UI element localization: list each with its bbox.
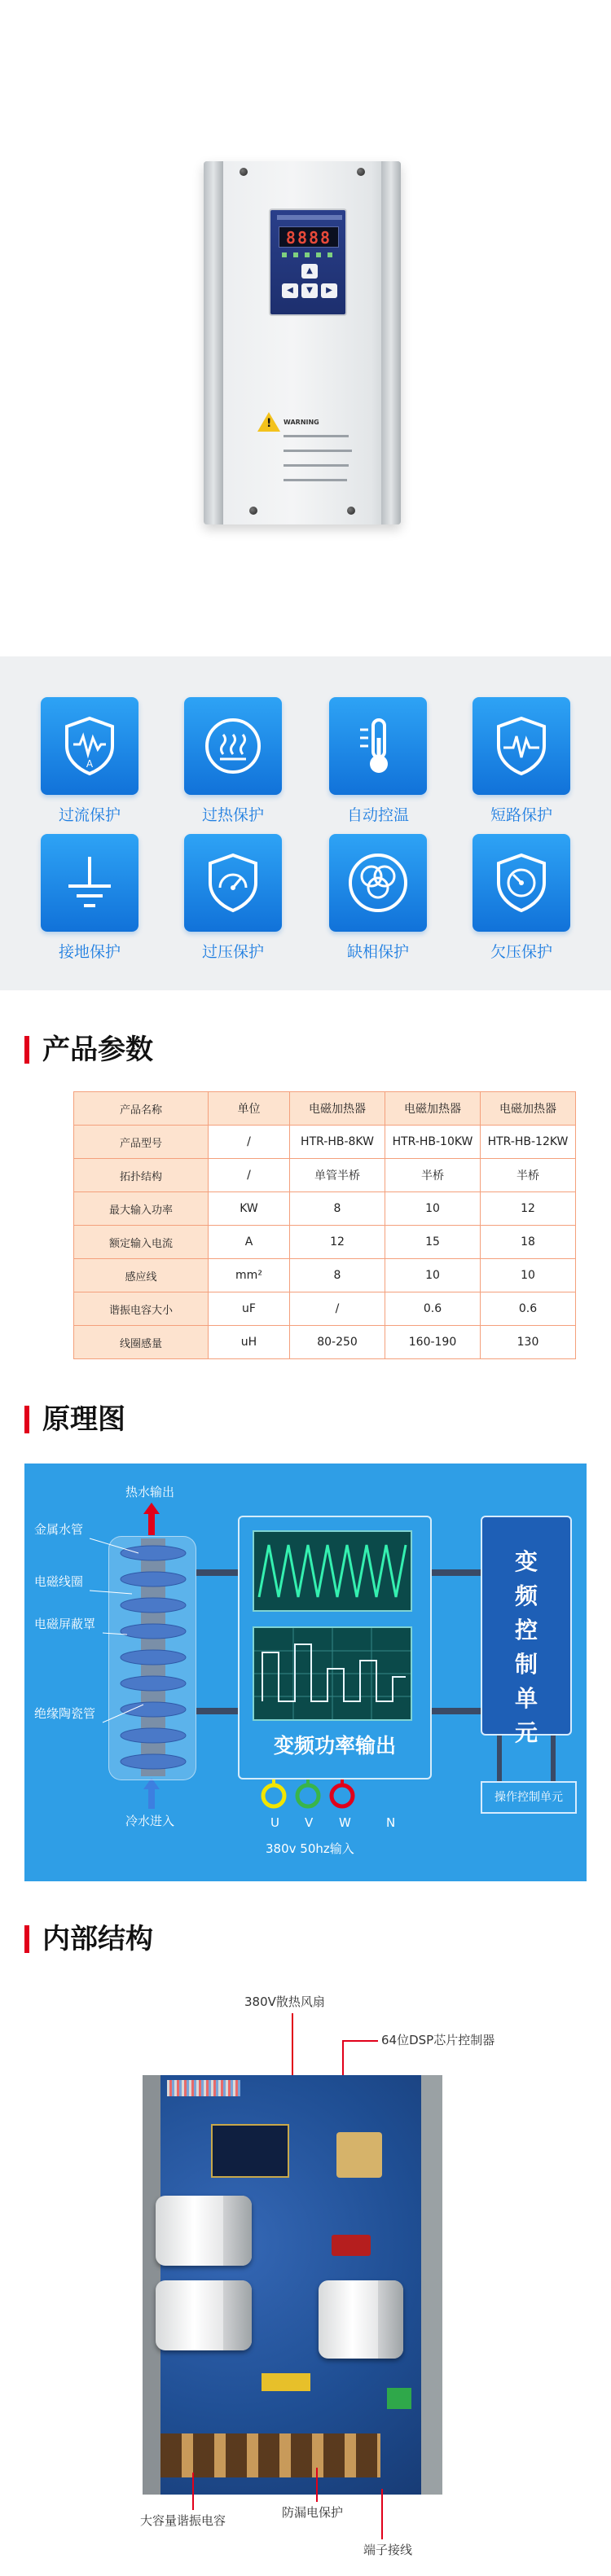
table-row [74, 1126, 576, 1159]
pulse-waveform-icon [254, 1628, 411, 1719]
cabinet-left-rail [204, 161, 223, 524]
table-cell: 额定输入电流 [74, 1226, 209, 1259]
principle-title: 原理图 [42, 1403, 125, 1436]
screw-icon [357, 168, 365, 176]
gauge-icon [489, 850, 554, 915]
table-cell: mm² [209, 1259, 290, 1292]
feature-label: 欠压保护 [490, 943, 552, 961]
metal-pipe-label: 金属水管 [34, 1522, 84, 1537]
table-cell: 12 [290, 1226, 385, 1259]
feature-label: 缺相保护 [346, 943, 409, 961]
transformer [336, 2132, 382, 2178]
table-cell: / [290, 1292, 385, 1326]
up-key-icon: ▲ [301, 264, 318, 279]
table-row [74, 1259, 576, 1292]
svg-text:A: A [86, 758, 94, 770]
product-hero [0, 0, 611, 656]
table-cell: 感应线 [74, 1259, 209, 1292]
table-cell: / [209, 1159, 290, 1192]
phase-u-label: U [270, 1815, 279, 1830]
table-cell: 最大输入功率 [74, 1192, 209, 1226]
ground-icon [57, 850, 122, 915]
table-cell: 单管半桥 [290, 1159, 385, 1192]
protection-features [0, 656, 611, 990]
table-cell: 谐振电容大小 [74, 1292, 209, 1326]
control-unit-box [481, 1516, 572, 1746]
control-panel [269, 208, 347, 316]
table-header-cell: 电磁加热器 [290, 1092, 385, 1126]
table-cell: 线圈感量 [74, 1326, 209, 1359]
feature-overvoltage [182, 834, 284, 962]
table-cell: HTR-HB-10KW [385, 1126, 481, 1159]
principle-diagram [24, 1464, 587, 1881]
ceramic-pipe-label: 绝缘陶瓷管 [34, 1706, 96, 1721]
params-table [73, 1091, 576, 1359]
control-unit-label: 变频控制单元 [514, 1548, 538, 1746]
screw-icon [240, 168, 248, 176]
oscilloscope-sine [253, 1530, 412, 1612]
warning-triangle-icon: ! [257, 412, 280, 432]
table-cell: 15 [385, 1226, 481, 1259]
table-cell: 18 [481, 1226, 576, 1259]
feature-grounding [39, 834, 140, 962]
heat-waves-icon [200, 713, 266, 779]
table-cell: uH [209, 1326, 290, 1359]
right-key-icon: ▶ [321, 283, 337, 298]
table-cell: 8 [290, 1259, 385, 1292]
warning-title: WARNING [284, 419, 319, 426]
table-cell: 10 [385, 1192, 481, 1226]
table-cell: 160-190 [385, 1326, 481, 1359]
leakage-protection-module [387, 2388, 411, 2409]
table-cell: / [209, 1126, 290, 1159]
params-title: 产品参数 [42, 1033, 153, 1066]
panel-leds [282, 252, 337, 257]
product-cabinet-image [204, 161, 401, 524]
feature-overheat [182, 697, 284, 825]
feature-label: 过热保护 [201, 806, 264, 824]
left-key-icon: ◀ [282, 283, 298, 298]
terminal-block [160, 2433, 380, 2477]
structure-title: 内部结构 [42, 1923, 153, 1955]
table-cell: uF [209, 1292, 290, 1326]
table-header-row [74, 1092, 576, 1126]
screw-icon [347, 507, 355, 515]
thermometer-icon [345, 713, 411, 779]
down-key-icon: ▼ [301, 283, 318, 298]
heading-accent-bar [24, 1925, 29, 1953]
heading-accent-bar [24, 1036, 29, 1064]
red-capacitor [332, 2235, 371, 2256]
feature-label: 自动控温 [346, 806, 409, 824]
table-cell: 10 [481, 1259, 576, 1292]
table-row [74, 1159, 576, 1192]
feature-label: 短路保护 [490, 806, 552, 824]
internal-board-photo [143, 2075, 442, 2495]
yellow-capacitor [262, 2373, 310, 2391]
phase-n-label: N [386, 1815, 396, 1830]
feature-label: 过流保护 [58, 806, 121, 824]
waveform-icon [254, 1532, 411, 1610]
table-cell: KW [209, 1192, 290, 1226]
feature-short-circuit [471, 697, 572, 825]
shield-gauge-icon [200, 850, 266, 915]
screw-icon [249, 507, 257, 515]
table-cell: 10 [385, 1259, 481, 1292]
power-input-label: 380v 50hz输入 [266, 1841, 354, 1856]
table-header-cell: 电磁加热器 [481, 1092, 576, 1126]
table-cell: HTR-HB-12KW [481, 1126, 576, 1159]
shield-wave-icon [57, 713, 122, 779]
table-row [74, 1326, 576, 1359]
cold-water-in-label: 冷水进入 [125, 1814, 175, 1828]
coil-label: 电磁线圈 [34, 1574, 84, 1589]
heading-accent-bar [24, 1406, 29, 1433]
terminal-callout: 端子接线 [363, 2543, 413, 2557]
phase-w-label: W [339, 1815, 351, 1830]
phase-v-label: V [305, 1815, 314, 1830]
table-cell: 80-250 [290, 1326, 385, 1359]
dsp-controller-chip [211, 2124, 289, 2178]
warning-label [256, 409, 354, 495]
cabinet-right-rail [381, 161, 401, 524]
feature-overcurrent [39, 697, 140, 825]
table-cell: HTR-HB-8KW [290, 1126, 385, 1159]
table-cell: 12 [481, 1192, 576, 1226]
table-header-cell: 产品名称 [74, 1092, 209, 1126]
feature-label: 接地保护 [58, 943, 121, 961]
dsp-callout: 64位DSP芯片控制器 [381, 2033, 495, 2047]
table-cell: A [209, 1226, 290, 1259]
hot-water-out-label: 热水输出 [125, 1485, 175, 1499]
table-cell: 0.6 [481, 1292, 576, 1326]
table-cell: 8 [290, 1192, 385, 1226]
table-cell: 拓扑结构 [74, 1159, 209, 1192]
feature-phase-loss [327, 834, 429, 962]
table-header-cell: 单位 [209, 1092, 290, 1126]
ribbon-cable [167, 2080, 240, 2096]
resonant-capacitor [156, 2280, 252, 2350]
resonant-capacitor [319, 2280, 403, 2359]
phase-w-terminal-icon [332, 1785, 353, 1806]
table-row [74, 1192, 576, 1226]
three-phase-icon [345, 850, 411, 915]
table-cell: 产品型号 [74, 1126, 209, 1159]
shield-label: 电磁屏蔽罩 [34, 1617, 96, 1631]
operation-unit-box: 操作控制单元 [481, 1781, 577, 1814]
panel-display: 8888 [279, 226, 339, 248]
inverter-output-label: 变频功率输出 [273, 1734, 396, 1758]
table-cell: 半桥 [481, 1159, 576, 1192]
phase-u-terminal-icon [263, 1785, 284, 1806]
table-cell: 半桥 [385, 1159, 481, 1192]
table-row [74, 1292, 576, 1326]
shield-pulse-icon [489, 713, 554, 779]
table-header-cell: 电磁加热器 [385, 1092, 481, 1126]
resonant-capacitor [156, 2196, 252, 2266]
table-cell: 130 [481, 1326, 576, 1359]
fan-callout: 380V散热风扇 [244, 1995, 325, 2009]
feature-label: 过压保护 [201, 943, 264, 961]
capacitor-callout: 大容量谐振电容 [140, 2513, 226, 2528]
panel-brand-strip [277, 215, 342, 220]
phase-v-terminal-icon [297, 1785, 319, 1806]
feature-undervoltage [471, 834, 572, 962]
oscilloscope-pulse [253, 1626, 412, 1721]
feature-auto-temp [327, 697, 429, 825]
leak-callout: 防漏电保护 [282, 2505, 344, 2520]
table-cell: 0.6 [385, 1292, 481, 1326]
table-row [74, 1226, 576, 1259]
